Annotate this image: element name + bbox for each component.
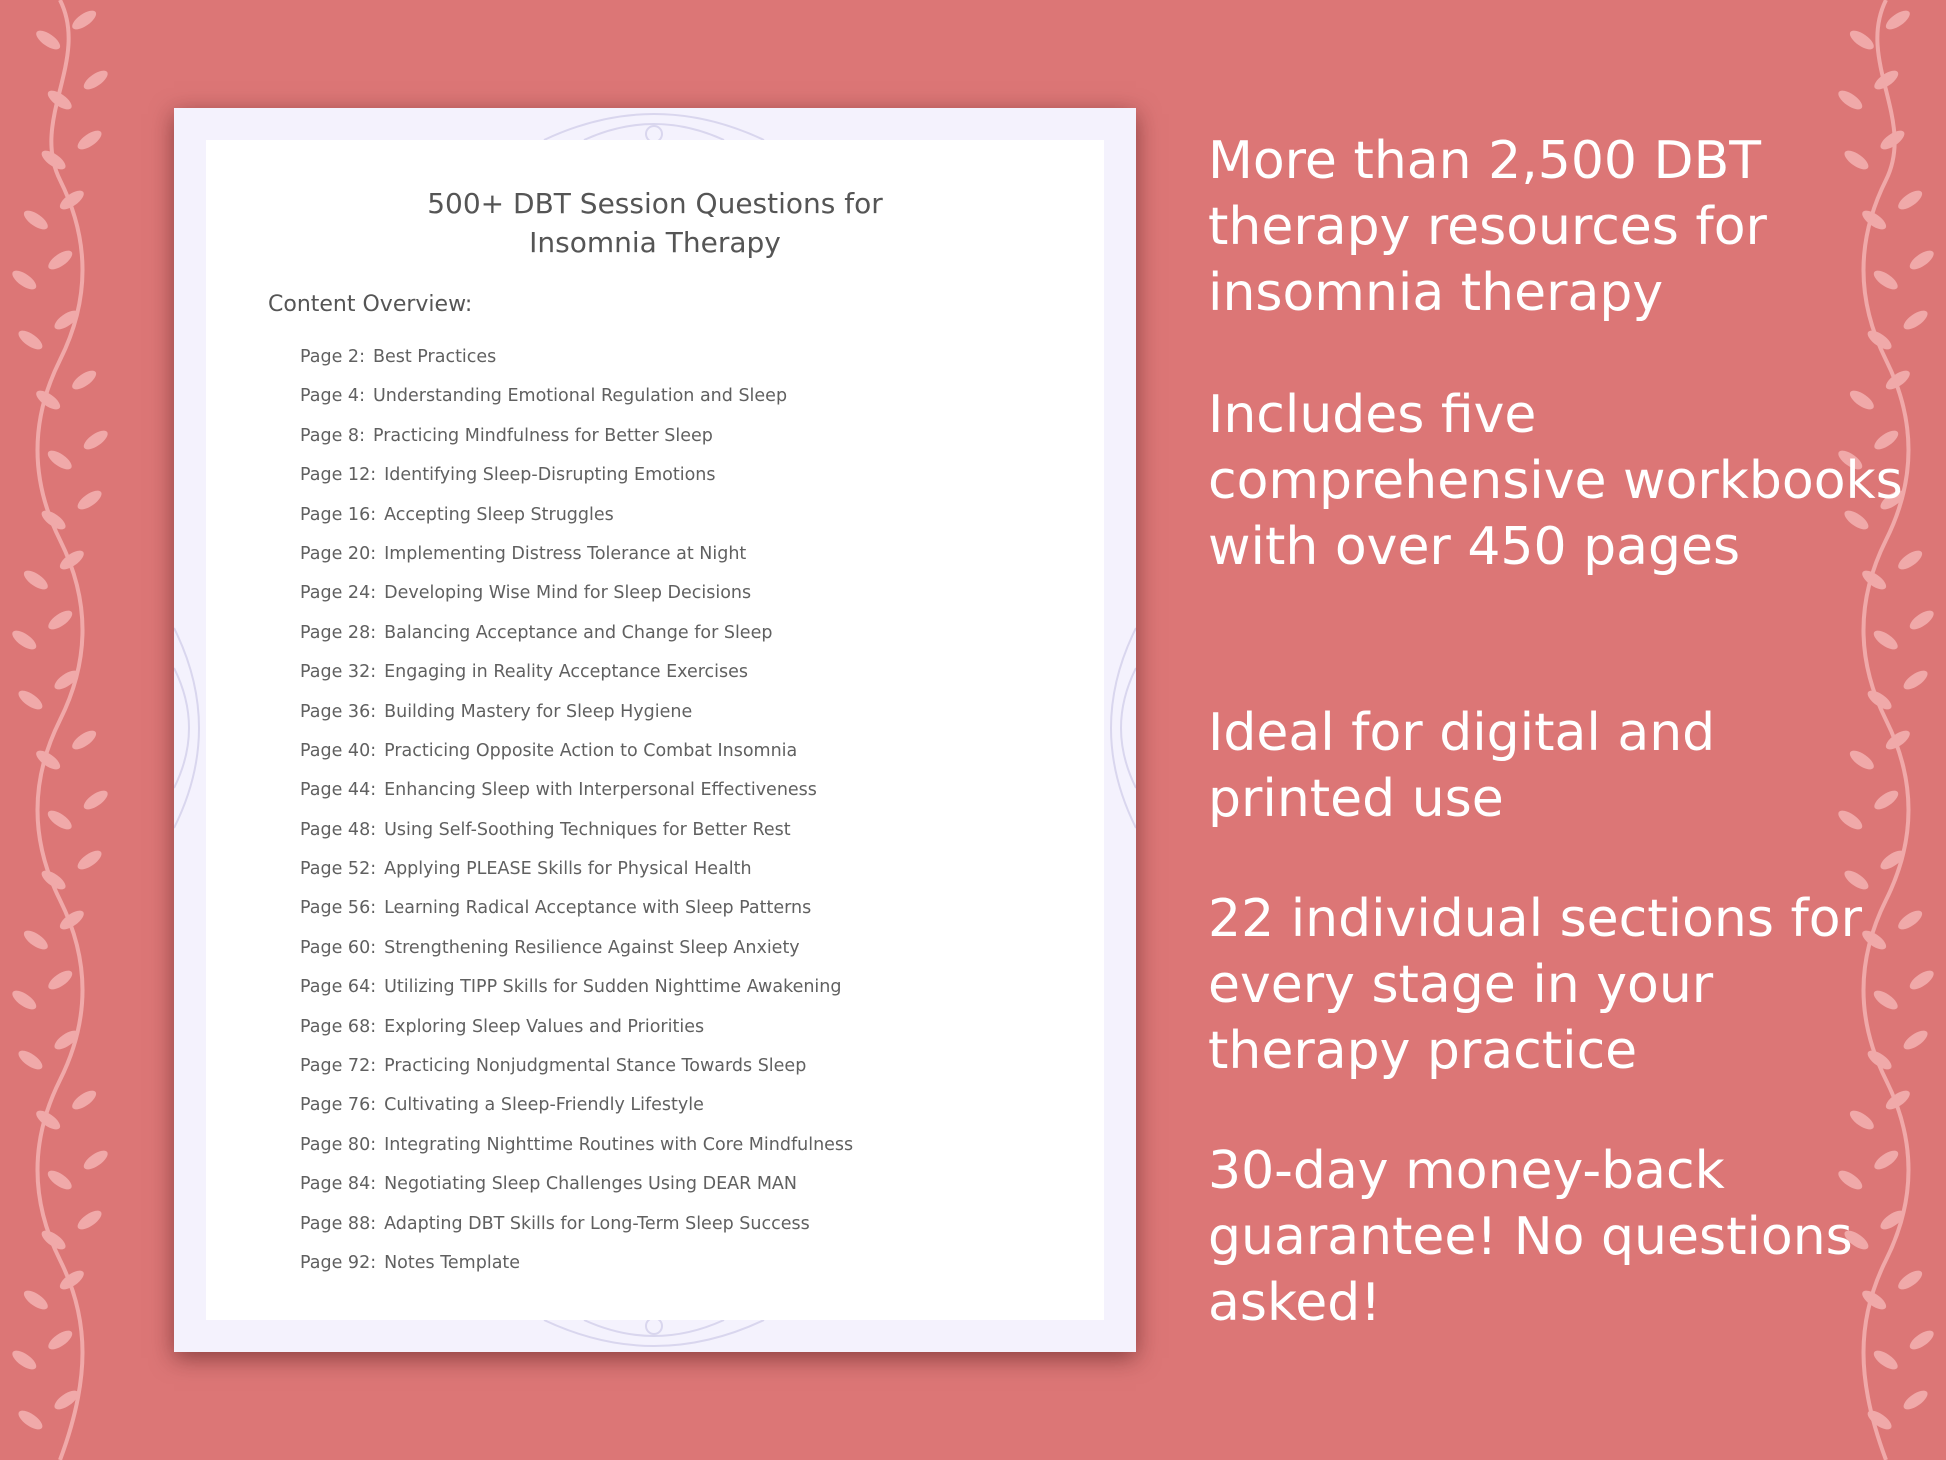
toc-title: Practicing Opposite Action to Combat Insomnia [384,740,798,761]
toc-page-number: Page 2: [300,347,365,367]
content-overview-heading: Content Overview: [268,292,473,317]
leaf-shape [1907,967,1937,993]
toc-item [300,1244,853,1283]
toc-title: Adapting DBT Skills for Long-Term Sleep Success [384,1213,810,1234]
toc-item [300,693,853,732]
toc-title: Cultivating a Sleep-Friendly Lifestyle [384,1095,704,1116]
toc-page-number: Page 76: [300,1095,377,1116]
table-of-contents [300,338,853,1283]
toc-item [300,1008,853,1047]
toc-title: Applying PLEASE Skills for Physical Health [384,859,752,880]
toc-item [300,535,853,574]
mandala-decoration-top [504,108,804,140]
document-title-line-1: 500+ DBT Session Questions for [427,187,883,220]
toc-title: Learning Radical Acceptance with Sleep Patterns [384,898,812,919]
toc-item [300,614,853,653]
leaf-shape [1907,247,1937,273]
leaf-shape [21,207,51,233]
document-title-line-2: Insomnia Therapy [529,226,781,259]
toc-title: Best Practices [372,347,497,367]
document-page [206,140,1104,1320]
toc-page-number: Page 44: [300,780,377,801]
mandala-decoration-left [174,618,206,838]
toc-item [300,968,853,1007]
toc-title: Strengthening Resilience Against Sleep Anxiety [384,937,800,958]
leaf-shape [21,1287,51,1313]
feature-workbooks: Includes five comprehensive workbooks with over 450 pages [1208,385,1903,577]
leaf-shape [45,1327,75,1353]
toc-page-number: Page 20: [300,543,377,564]
toc-item [300,1205,853,1244]
toc-title: Negotiating Sleep Challenges Using DEAR MAN [384,1174,797,1195]
toc-item [300,771,853,810]
leaf-shape [75,847,105,873]
leaf-shape [1835,87,1865,113]
toc-page-number: Page 52: [300,859,377,880]
leaf-shape [9,1347,39,1373]
toc-page-number: Page 24: [300,583,377,604]
leaf-shape [1901,667,1931,693]
toc-item [300,1086,853,1125]
toc-item [300,496,853,535]
toc-item [300,377,853,416]
toc-page-number: Page 28: [300,622,377,643]
leaf-shape [33,27,63,53]
toc-page-number: Page 8: [300,425,365,446]
feature-digital-print: Ideal for digital and printed use [1208,703,1716,829]
toc-item [300,417,853,456]
toc-page-number: Page 36: [300,701,377,722]
leaf-shape [16,687,46,713]
toc-item [300,811,853,850]
mandala-decoration-bottom [504,1320,804,1352]
leaf-shape [45,607,75,633]
toc-title: Using Self-Soothing Techniques for Better Rest [384,819,791,840]
toc-page-number: Page 72: [300,1056,377,1077]
document-title [206,184,1104,262]
feature-guarantee: 30-day money-back guarantee! No questions asked! [1208,1141,1853,1333]
leaf-shape [21,567,51,593]
leaf-shape [45,247,75,273]
leaf-shape [16,1407,46,1433]
leaf-shape [1907,607,1937,633]
toc-title: Enhancing Sleep with Interpersonal Effectiveness [384,780,817,801]
toc-title: Practicing Mindfulness for Better Sleep [372,425,713,446]
toc-page-number: Page 40: [300,740,377,761]
leaf-shape [1883,7,1913,33]
toc-item [300,929,853,968]
toc-page-number: Page 12: [300,465,377,486]
toc-page-number: Page 80: [300,1134,377,1155]
toc-title: Identifying Sleep-Disrupting Emotions [384,465,716,486]
leaf-shape [81,67,111,93]
leaf-shape [9,267,39,293]
toc-page-number: Page 84: [300,1174,377,1195]
leaf-shape [1901,1387,1931,1413]
toc-item [300,889,853,928]
toc-title: Developing Wise Mind for Sleep Decisions [384,583,752,604]
toc-title: Practicing Nonjudgmental Stance Towards Sleep [384,1056,807,1077]
leaf-shape [45,1167,75,1193]
leaf-shape [69,367,99,393]
toc-page-number: Page 4: [300,386,365,407]
leaf-shape [69,727,99,753]
toc-page-number: Page 88: [300,1213,377,1234]
toc-title: Implementing Distress Tolerance at Night [384,543,747,564]
toc-item [300,732,853,771]
toc-item [300,338,853,377]
floral-vine-left-decoration [0,0,130,1460]
toc-title: Understanding Emotional Regulation and Sleep [372,386,788,407]
leaf-shape [9,987,39,1013]
toc-title: Engaging in Reality Acceptance Exercises [384,662,749,683]
mandala-decoration-right [1104,618,1136,838]
leaf-shape [81,787,111,813]
leaf-shape [75,1207,105,1233]
toc-item [300,1047,853,1086]
leaf-shape [69,7,99,33]
toc-item [300,653,853,692]
leaf-shape [1847,1107,1877,1133]
leaf-shape [81,1147,111,1173]
leaf-shape [1847,27,1877,53]
toc-page-number: Page 56: [300,898,377,919]
leaf-shape [69,1087,99,1113]
toc-page-number: Page 48: [300,819,377,840]
toc-page-number: Page 68: [300,1016,377,1037]
leaf-shape [75,127,105,153]
toc-item [300,456,853,495]
leaf-shape [16,327,46,353]
toc-title: Exploring Sleep Values and Priorities [384,1016,705,1037]
toc-page-number: Page 64: [300,977,377,998]
toc-page-number: Page 16: [300,504,377,525]
toc-title: Notes Template [384,1252,521,1273]
feature-resources: More than 2,500 DBT therapy resources for insomnia therapy [1208,131,1767,323]
toc-page-number: Page 60: [300,937,377,958]
toc-page-number: Page 32: [300,662,377,683]
feature-sections: 22 individual sections for every stage in your therapy practice [1208,889,1862,1081]
toc-title: Accepting Sleep Struggles [384,504,614,525]
leaf-shape [75,487,105,513]
toc-item [300,574,853,613]
leaf-shape [16,1047,46,1073]
leaf-shape [9,627,39,653]
leaf-shape [21,927,51,953]
leaf-shape [81,427,111,453]
toc-item [300,850,853,889]
toc-title: Balancing Acceptance and Change for Sleep [384,622,773,643]
toc-item [300,1165,853,1204]
toc-title: Building Mastery for Sleep Hygiene [384,701,693,722]
toc-page-number: Page 92: [300,1252,377,1273]
toc-title: Utilizing TIPP Skills for Sudden Nighttime Awakening [384,977,842,998]
leaf-shape [1871,1347,1901,1373]
leaf-shape [1871,627,1901,653]
toc-item [300,1126,853,1165]
leaf-shape [45,447,75,473]
leaf-shape [45,807,75,833]
document-preview [174,108,1136,1352]
leaf-shape [45,967,75,993]
leaf-shape [1907,1327,1937,1353]
toc-title: Integrating Nighttime Routines with Core Mindfulness [384,1134,854,1155]
